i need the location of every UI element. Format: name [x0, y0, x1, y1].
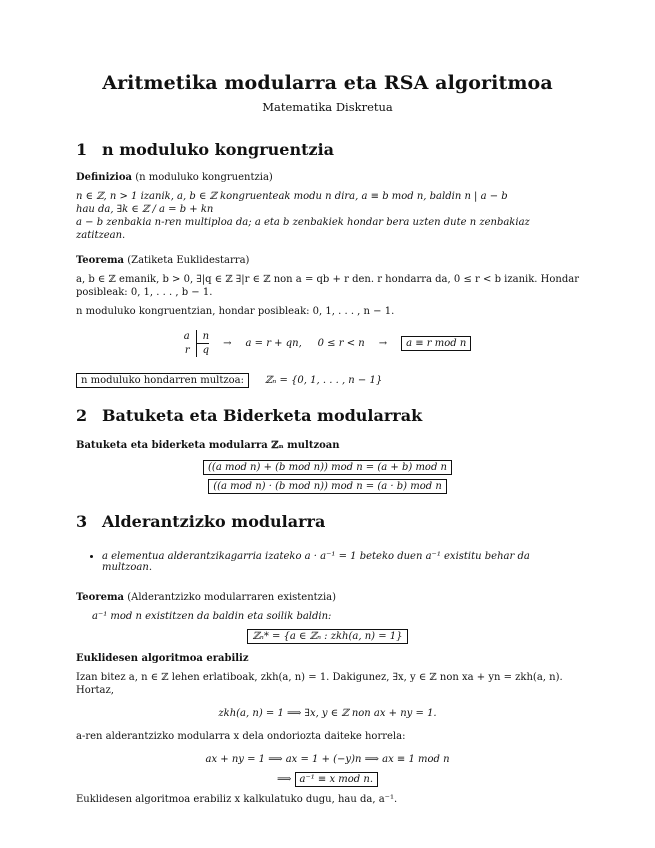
theorem-paren: (Alderantzizko modularraren existentzia) [127, 592, 337, 603]
euclid-equation-3 [76, 772, 579, 787]
euclid-line-1: Izan bitez a, n ∈ ℤ lehen erlatiboak, zkh(a, n) = 1. Dakigunez, ∃x, y ∈ ℤ non xa + yn = zkh(a, n). Hortaz, [76, 672, 563, 696]
remainder-set-row [76, 373, 579, 388]
document-subtitle: Matematika Diskretua [262, 100, 393, 114]
section-title: Batuketa eta Biderketa modularrak [102, 406, 423, 425]
section-title: Alderantzizko modularra [102, 512, 326, 531]
division-remainder: r [184, 345, 190, 356]
euclid-equation-1: zkh(a, n) = 1 ⟹ ∃x, y ∈ ℤ non ax + ny = 1. [218, 708, 437, 719]
euclid-line-2: a-ren alderantzizko modularra x dela ondoriozta daiteke horrela: [76, 731, 406, 742]
definition-heading [76, 171, 579, 184]
euclid-heading: Euklidesen algoritmoa erabiliz [76, 653, 249, 664]
division-diagram [184, 330, 209, 357]
section-3-heading [76, 512, 579, 531]
section-1-heading [76, 140, 579, 159]
multiplication-equation-wrap [76, 479, 579, 494]
division-equation: a = r + qn, 0 ≤ r < n [245, 338, 365, 349]
theorem-text: a, b ∈ ℤ emanik, b > 0, ∃|q ∈ ℤ ∃|r ∈ ℤ non a = qb + r den. r hondarra da, 0 ≤ r < b izanik. Hondar posibleak: 0, 1, . . . , b − 1. [76, 274, 579, 298]
remainder-set-equation: ℤₙ = {0, 1, . . . , n − 1} [264, 375, 383, 386]
definition-paren: (n moduluko kongruentzia) [135, 172, 273, 183]
definition-line-3: a − b zenbakia n-ren multiploa da; a eta b zenbakiek hondar bera uzten dute n zenbakiaz zatitzean. [76, 217, 530, 241]
units-set-box: ℤₙ* = {a ∈ ℤₙ : zkh(a, n) = 1} [247, 629, 407, 644]
addition-equation-box: ((a mod n) + (b mod n)) mod n = (a + b) mod n [203, 460, 452, 475]
definition-label: Definizioa [76, 172, 133, 183]
inverse-theorem-heading [76, 591, 579, 604]
theorem-label: Teorema [76, 592, 125, 603]
remainders-text: n moduluko kongruentzian, hondar posibleak: 0, 1, . . . , n − 1. [76, 306, 395, 317]
congruence-box: a ≡ r mod n [401, 336, 471, 351]
arrow-1: → [223, 338, 232, 349]
inverse-bullet: • a elementua alderantzikagarria izateko a · a⁻¹ = 1 beteko duen a⁻¹ existitu behar da multzoan. [102, 551, 579, 573]
theorem-label: Teorema [76, 255, 125, 266]
section-title: n moduluko kongruentzia [102, 140, 335, 159]
euclid-equation-2: ax + ny = 1 ⟹ ax = 1 + (−y)n ⟹ ax ≡ 1 mod n [205, 754, 450, 765]
modular-ops-subhead: Batuketa eta biderketa modularra ℤₙ multzoan [76, 440, 340, 451]
division-equation-row [76, 330, 579, 357]
definition-line-1: n ∈ ℤ, n > 1 izanik, a, b ∈ ℤ kongruenteak modu n dira, a ≡ b mod n, baldin n | a − b [76, 191, 508, 202]
inverse-theorem-text: a⁻¹ mod n existitzen da baldin eta soilik baldin: [92, 611, 332, 622]
inverse-result-box: a⁻¹ ≡ x mod n. [295, 772, 379, 787]
inverse-bullet-list [76, 551, 579, 573]
euclid-final: Euklidesen algoritmoa erabiliz x kalkulatuko dugu, hau da, a⁻¹. [76, 794, 398, 805]
remainder-set-box: n moduluko hondarren multzoa: [76, 373, 249, 388]
section-number: 3 [76, 512, 88, 531]
implies-arrow: ⟹ [276, 774, 292, 785]
arrow-2: → [378, 338, 388, 349]
division-divisor: n [196, 330, 209, 344]
addition-equation-wrap [76, 460, 579, 475]
division-quotient: q [196, 344, 209, 357]
division-dividend: a [183, 331, 190, 342]
section-number: 1 [76, 140, 88, 159]
theorem-heading [76, 254, 579, 267]
section-number: 2 [76, 406, 88, 425]
theorem-paren: (Zatiketa Euklidestarra) [127, 255, 250, 266]
units-set-wrap [76, 629, 579, 644]
definition-line-2: hau da, ∃k ∈ ℤ / a = b + kn [76, 204, 214, 215]
section-2-heading [76, 406, 579, 425]
document-title: Aritmetika modularra eta RSA algoritmoa [102, 72, 553, 94]
page [76, 0, 579, 806]
multiplication-equation-box: ((a mod n) · (b mod n)) mod n = (a · b) mod n [208, 479, 447, 494]
